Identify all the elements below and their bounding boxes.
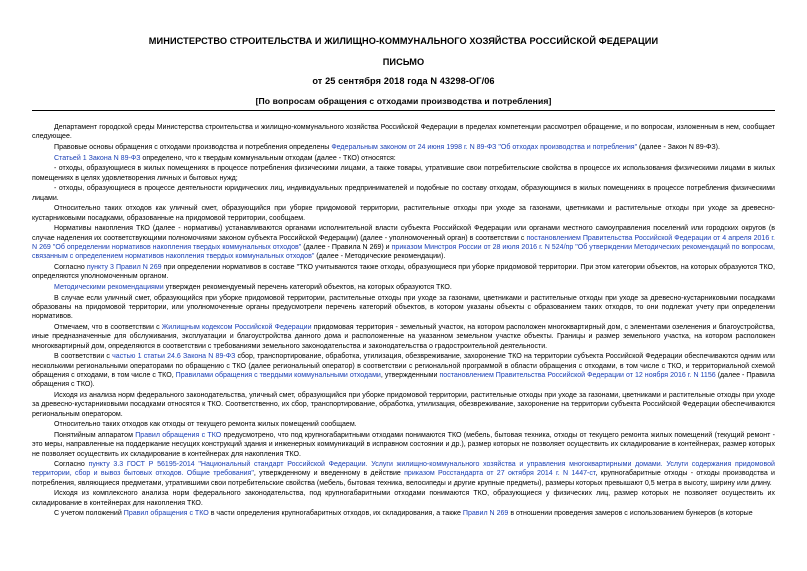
reference-link[interactable]: пункту 3.3 ГОСТ Р 56195-2014 "Национальный стандарт Российской Федерации. Услуги жилищно-коммунального хозяйства и управления многоквартирными домами. Услуги содержания придомовой территории, сбор и вывоз бытовых отходов. Общие требования" bbox=[32, 461, 775, 478]
paragraph bbox=[32, 431, 775, 459]
reference-link[interactable]: Правилами обращения с твердыми коммунальными отходами bbox=[175, 371, 381, 379]
paragraph-text: (далее - Методические рекомендации). bbox=[314, 253, 446, 261]
header-divider bbox=[32, 110, 775, 111]
paragraph-text: С учетом положений bbox=[54, 510, 124, 518]
paragraph-text: Правовые основы обращения с отходами производства и потребления определены bbox=[54, 143, 332, 151]
paragraph bbox=[32, 352, 775, 389]
paragraph-text: - отходы, образующиеся в процессе деятельности юридических лиц, индивидуальных предпринимателей и подобные по составу отходам, образующимся в жилых помещениях в процессе потребления физическими лицами. bbox=[32, 185, 775, 202]
paragraph bbox=[32, 204, 775, 223]
paragraph bbox=[32, 164, 775, 183]
paragraph bbox=[32, 154, 775, 163]
paragraph-text: , крупногабаритные отходы - отходы производства и потребления, являющиеся предметами, утратившими свои потребительские свойства (мебель, бытовая техника, велосипеды и другие крупные предметы), размеры которых превышают 0,5 метра в высоту, ширину или длину. bbox=[32, 470, 775, 487]
paragraph bbox=[32, 263, 775, 282]
reference-link[interactable]: постановлением Правительства Российской Федерации от 12 ноября 2016 г. N 1156 bbox=[439, 371, 716, 379]
reference-link[interactable]: приказом Росстандарта от 27 октября 2014 г. N 1447-ст bbox=[404, 470, 596, 478]
reference-link[interactable]: Правил обращения с ТКО bbox=[135, 431, 222, 439]
paragraph-text: Согласно bbox=[54, 263, 87, 271]
reference-link[interactable]: постановлением Правительства Российской Федерации от 4 апреля 2016 г. N 269 "Об определении нормативов накопления твердых коммунальных отходов" bbox=[32, 234, 776, 251]
reference-link[interactable]: Методическими рекомендациями bbox=[54, 283, 164, 291]
reference-link[interactable]: приказом Минстроя России от 28 июля 2016 г. N 524/пр "Об утверждении Методических рекомендаций по вопросам, связанным с определением нормативов накопления твердых коммунальных отходов" bbox=[32, 243, 775, 261]
paragraph-text: сбор, транспортирование, обработка, утилизация, обезвреживание, захоронение ТКО на территории субъекта Российской Федерации обеспечиваются одним или несколькими региональными операторами по обращению с ТКО (далее региональный оператор) в соответствии с региональной программой в области обращения с отходами, в том числе с ТКО, и территориальной схемой обращения с отходами, в том числе с ТКО, bbox=[32, 353, 775, 379]
paragraph-text: - отходы, образующиеся в жилых помещениях в процессе потребления физическими лицами, а также товары, утратившие свои потребительские свойства в процессе их использования физическими лицами в жилых помещениях в целях удовлетворения личных и бытовых нужд; bbox=[32, 165, 775, 182]
paragraph-text: Согласно bbox=[54, 461, 89, 469]
paragraph-text: Относительно таких отходов как уличный смет, образующийся при уборке придомовой территории, растительные отходы при уходе за газонами, цветниками и растительные отходы при уходе за древесно-кустарниковыми посадками, образованные на придомовой территории, сообщаем. bbox=[32, 205, 775, 222]
reference-link[interactable]: Правил N 269 bbox=[462, 510, 509, 518]
paragraph-text: определено, что к твердым коммунальным отходам (далее - ТКО) относятся: bbox=[140, 154, 396, 162]
paragraph bbox=[32, 420, 775, 429]
paragraph bbox=[32, 294, 775, 322]
paragraph bbox=[32, 391, 775, 419]
paragraph-text: в отношении проведения замеров с использованием бункеров (в которые bbox=[508, 510, 753, 518]
paragraph-text: Нормативы накопления ТКО (далее - нормативы) устанавливаются органами исполнительной власти субъекта Российской Федерации или органами местного самоуправления поселений или городских округов (в случае наделения их соответствующими полномочиями законом субъекта Российской Федерации) (далее - уполномоченный орган) в соответствии с bbox=[32, 225, 775, 242]
paragraph-text: (далее - Правила N 269) и bbox=[301, 243, 392, 251]
paragraph-text: утвержден рекомендуемый перечень категорий объектов, на которых образуются ТКО. bbox=[163, 283, 452, 291]
paragraph bbox=[32, 143, 775, 152]
reference-link[interactable]: Федеральным законом от 24 июня 1998 г. N 89-ФЗ "Об отходах производства и потребления" bbox=[331, 143, 638, 151]
paragraph-text: , утвержденными bbox=[380, 371, 440, 379]
paragraph-text: Исходя из анализа норм федерального законодательства, уличный смет, образующийся при уборке придомовой территории, растительные отходы при уходе за газонами, цветниками и растительные отходы при уходе за древесно-кустарниковыми посадками относятся к ТКО. Соответственно, их сбор, транспортирование, обработка, утилизация, обезвреживание, захоронение на территории субъекта Российской Федерации обеспечиваются региональным оператором. bbox=[32, 391, 775, 418]
paragraph-text: , утвержденному и введенному в действие bbox=[253, 470, 405, 478]
paragraph bbox=[32, 489, 775, 508]
paragraph bbox=[32, 283, 775, 292]
paragraph-text: Относительно таких отходов как отходы от текущего ремонта жилых помещений сообщаем. bbox=[54, 421, 357, 429]
paragraph-text: в части определения крупногабаритных отходов, их складирования, а также bbox=[208, 510, 463, 518]
paragraph bbox=[32, 224, 775, 261]
issuing-organization: МИНИСТЕРСТВО СТРОИТЕЛЬСТВА И ЖИЛИЩНО-КОММУНАЛЬНОГО ХОЗЯЙСТВА РОССИЙСКОЙ ФЕДЕРАЦИИ bbox=[148, 36, 659, 46]
paragraph bbox=[32, 123, 775, 142]
reference-link[interactable]: частью 1 статьи 24.6 Закона N 89-ФЗ bbox=[112, 353, 236, 361]
paragraph-text: Отмечаем, что в соответствии с bbox=[54, 323, 162, 331]
document-type: ПИСЬМО bbox=[382, 57, 425, 67]
paragraph-text: В соответствии с bbox=[54, 353, 113, 361]
paragraph-text: при определении нормативов в составе "ТКО учитываются также отходы, образующиеся при уборке придомовой территории. При этом категории объектов, на которых образуются ТКО, определяются уполномоченным органом. bbox=[32, 263, 775, 281]
paragraph-text: Департамент городской среды Министерства строительства и жилищно-коммунального хозяйства Российской Федерации в пределах компетенции рассмотрел обращение, и по вопросам, изложенным в нем, сообщает следующее. bbox=[32, 124, 775, 141]
paragraph-text: (далее - Правила обращения с ТКО). bbox=[32, 371, 775, 389]
paragraph-text: предусмотрено, что под крупногабаритными отходами понимаются ТКО (мебель, бытовая техника, отходы от текущего ремонта жилых помещений (текущий ремонт - это меры, направленные на поддержание несущих конструкций здания и инженерных коммуникаций в исправном состоянии и др.), размер которых не позволяет осуществить их складирование в контейнерах, размер которых не позволяет осуществить их складирование в контейнерах для накопления ТКО. bbox=[32, 431, 775, 458]
paragraph bbox=[32, 509, 775, 518]
reference-link[interactable]: Статьей 1 Закона N 89-ФЗ bbox=[54, 154, 141, 162]
document-body bbox=[32, 123, 775, 519]
paragraph-text: Исходя из комплексного анализа норм федерального законодательства, под крупногабаритными отходами понимаются ТКО, образующиеся у физических лиц, размер которых не позволяет осуществить их складирование в контейнерах для накопления ТКО. bbox=[32, 490, 775, 507]
document-date-number: от 25 сентября 2018 года N 43298-ОГ/06 bbox=[312, 76, 495, 86]
reference-link[interactable]: Правил обращения с ТКО bbox=[123, 510, 209, 518]
reference-link[interactable]: Жилищным кодексом Российской Федерации bbox=[161, 323, 312, 331]
paragraph bbox=[32, 184, 775, 203]
paragraph bbox=[32, 460, 775, 488]
paragraph bbox=[32, 323, 775, 351]
paragraph-text: (далее - Закон N 89-ФЗ). bbox=[637, 143, 720, 151]
paragraph-text: Понятийным аппаратом bbox=[54, 431, 136, 439]
document-subject: [По вопросам обращения с отходами производства и потребления] bbox=[255, 96, 552, 106]
paragraph-text: придомовая территория - земельный участок, на котором расположен многоквартирный дом, с элементами озеленения и благоустройства, иные предназначенные для обслуживания, эксплуатации и благоустройства данного дома и расположенные на указанном земельном участке объекты. Границы и размер земельного участка, на котором расположен многоквартирный дом, определяются в соответствии с требованиями земельного законодательства и законодательства о градостроительной деятельности. bbox=[32, 323, 775, 350]
reference-link[interactable]: пункту 3 Правил N 269 bbox=[86, 263, 162, 271]
paragraph-text: В случае если уличный смет, образующийся при уборке придомовой территории, растительные отходы при уходе за газонами, цветниками и растительные отходы при уходе за древесно-кустарниковыми посадками образованы на придомовой территории, или уполномоченные органы предусмотрели перечень категорий объектов, в котором указаны объекты с образованием таких отходов, то они подлежат учету при определении нормативов. bbox=[32, 294, 775, 321]
